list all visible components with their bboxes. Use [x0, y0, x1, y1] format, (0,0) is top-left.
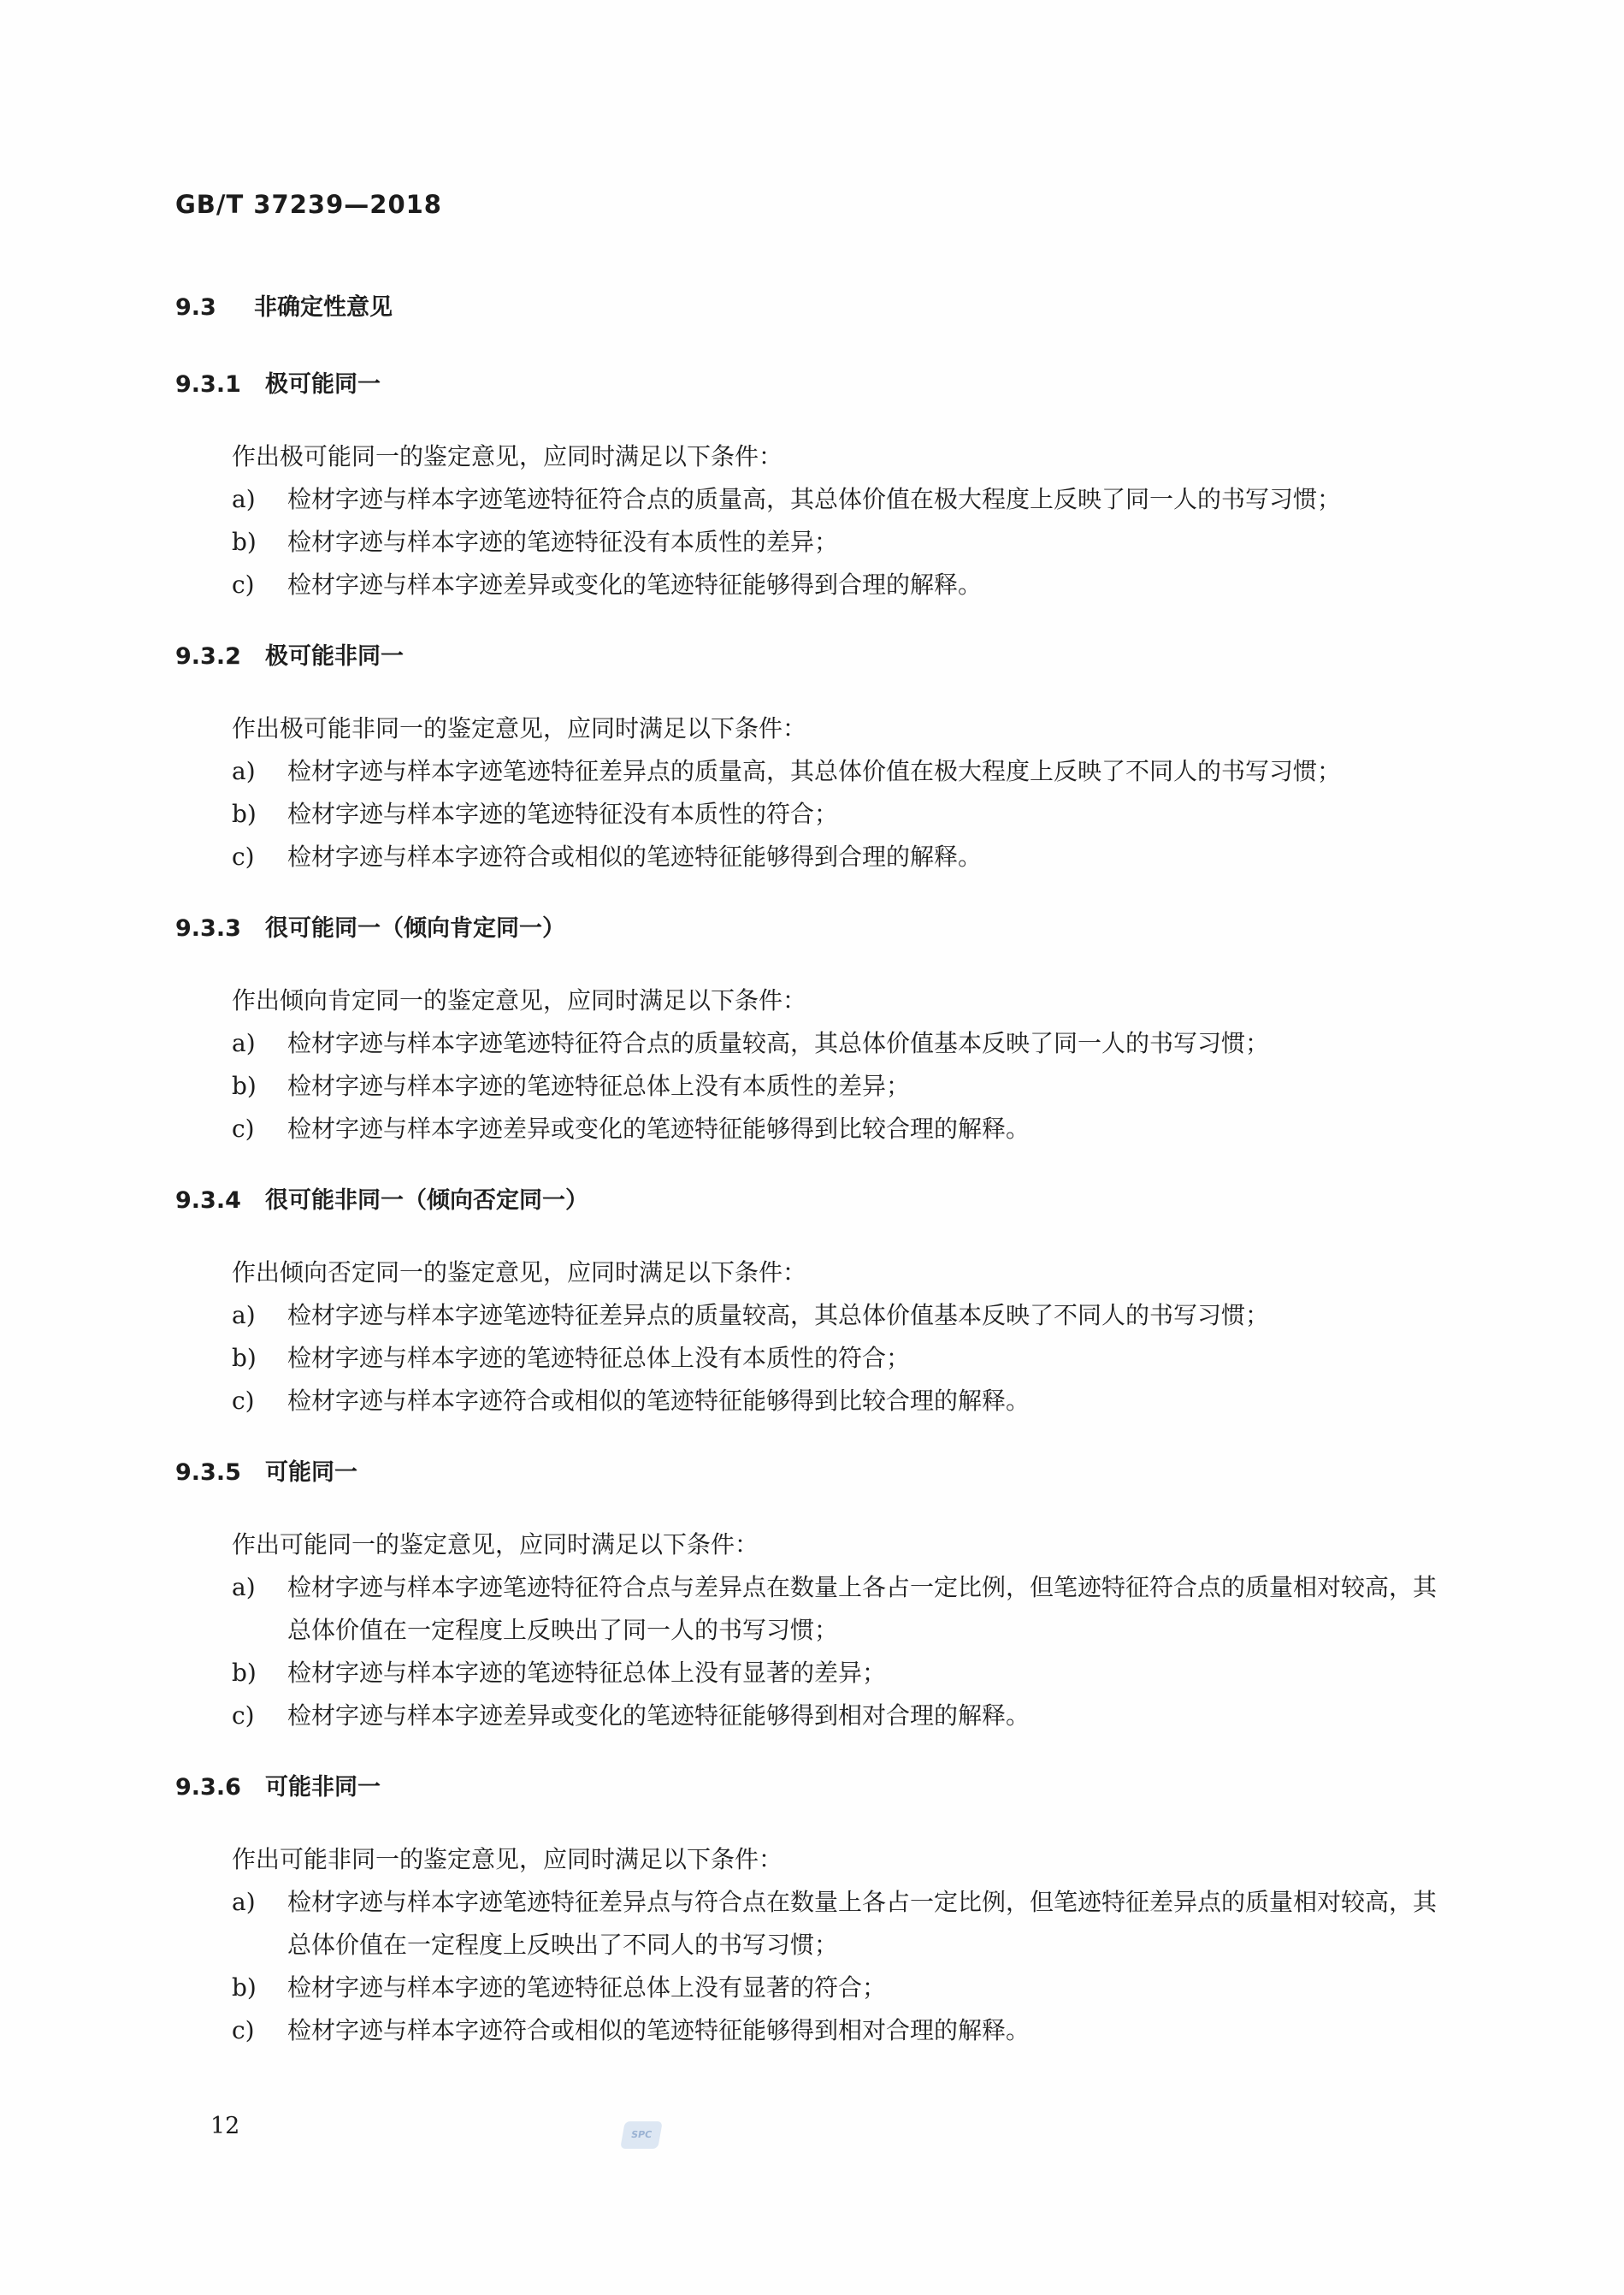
subsection — [175, 908, 1441, 1150]
item-text: 检材字迹与样本字迹符合或相似的笔迹特征能够得到比较合理的解释。 — [287, 1387, 1031, 1415]
condition-item — [175, 1695, 1441, 1737]
subsection-title: 极可能同一 — [265, 371, 381, 398]
subsection — [175, 1180, 1441, 1423]
section-title: 非确定性意见 — [254, 294, 393, 321]
condition-item — [175, 1337, 1441, 1380]
condition-list — [175, 750, 1441, 878]
condition-list — [175, 478, 1441, 606]
item-marker: b) — [232, 1659, 257, 1687]
subsection-heading — [175, 364, 1441, 406]
subsection-intro: 作出可能非同一的鉴定意见，应同时满足以下条件： — [232, 1845, 783, 1873]
subsection-number: 9.3.1 — [175, 371, 241, 398]
item-text: 检材字迹与样本字迹的笔迹特征总体上没有显著的差异； — [287, 1659, 887, 1687]
subsection-title: 很可能同一（倾向肯定同一） — [265, 915, 565, 942]
condition-item — [175, 750, 1441, 793]
item-text: 检材字迹与样本字迹的笔迹特征总体上没有本质性的符合； — [287, 1344, 911, 1372]
subsection-intro: 作出倾向否定同一的鉴定意见，应同时满足以下条件： — [232, 1258, 807, 1287]
standard-number-header: GB/T 37239—2018 — [175, 190, 442, 219]
condition-item — [175, 793, 1441, 836]
condition-item — [175, 2009, 1441, 2052]
subsection-intro: 作出极可能非同一的鉴定意见，应同时满足以下条件： — [232, 714, 807, 742]
section-number: 9.3 — [175, 294, 216, 321]
subsection-intro: 作出可能同一的鉴定意见，应同时满足以下条件： — [232, 1530, 759, 1559]
subsection-heading — [175, 1766, 1441, 1809]
subsection — [175, 1766, 1441, 2052]
subsection-intro: 作出倾向肯定同一的鉴定意见，应同时满足以下条件： — [232, 986, 807, 1014]
subsection-heading — [175, 636, 1441, 678]
condition-list — [175, 1881, 1441, 2052]
item-marker: a) — [232, 1888, 256, 1916]
subsection-heading — [175, 1452, 1441, 1494]
item-text: 检材字迹与样本字迹笔迹特征差异点的质量高，其总体价值在极大程度上反映了不同人的书写习惯； — [287, 757, 1342, 785]
condition-item — [175, 1566, 1441, 1652]
item-marker: b) — [232, 1344, 257, 1372]
item-marker: c) — [232, 571, 255, 599]
item-marker: c) — [232, 2016, 255, 2044]
item-text: 检材字迹与样本字迹笔迹特征差异点与符合点在数量上各占一定比例，但笔迹特征差异点的质量相对较高，其总体价值在一定程度上反映出了不同人的书写习惯； — [287, 1888, 1438, 1959]
item-marker: b) — [232, 1072, 257, 1100]
subsection-number: 9.3.4 — [175, 1187, 241, 1214]
subsection-title: 很可能非同一（倾向否定同一） — [265, 1187, 588, 1214]
item-text: 检材字迹与样本字迹符合或相似的笔迹特征能够得到相对合理的解释。 — [287, 2016, 1031, 2044]
item-marker: a) — [232, 485, 256, 513]
subsection-number: 9.3.5 — [175, 1459, 241, 1486]
condition-item — [175, 521, 1441, 564]
item-marker: c) — [232, 843, 255, 871]
section-body — [175, 287, 1441, 2081]
condition-item — [175, 564, 1441, 606]
condition-item — [175, 478, 1441, 521]
subsection-number: 9.3.6 — [175, 1774, 241, 1801]
item-marker: a) — [232, 1301, 256, 1329]
item-marker: c) — [232, 1115, 255, 1143]
subsection-number: 9.3.3 — [175, 915, 241, 942]
subsection-title: 可能非同一 — [265, 1774, 381, 1801]
condition-item — [175, 1380, 1441, 1423]
item-marker: a) — [232, 1573, 256, 1601]
item-marker: b) — [232, 800, 257, 828]
publisher-logo-watermark-icon: SPC — [620, 2121, 663, 2149]
subsection-title: 可能同一 — [265, 1459, 357, 1486]
page-number: 12 — [210, 2113, 240, 2139]
subsection-intro: 作出极可能同一的鉴定意见，应同时满足以下条件： — [232, 442, 783, 470]
condition-item — [175, 1294, 1441, 1337]
subsection — [175, 364, 1441, 606]
item-text: 检材字迹与样本字迹差异或变化的笔迹特征能够得到相对合理的解释。 — [287, 1701, 1031, 1730]
condition-list — [175, 1566, 1441, 1737]
item-text: 检材字迹与样本字迹笔迹特征符合点的质量高，其总体价值在极大程度上反映了同一人的书写习惯； — [287, 485, 1342, 513]
subsection-title: 极可能非同一 — [265, 643, 404, 670]
item-text: 检材字迹与样本字迹的笔迹特征总体上没有本质性的差异； — [287, 1072, 911, 1100]
item-text: 检材字迹与样本字迹的笔迹特征没有本质性的符合； — [287, 800, 839, 828]
item-text: 检材字迹与样本字迹差异或变化的笔迹特征能够得到比较合理的解释。 — [287, 1115, 1031, 1143]
condition-list — [175, 1022, 1441, 1150]
item-text: 检材字迹与样本字迹笔迹特征符合点的质量较高，其总体价值基本反映了同一人的书写习惯； — [287, 1029, 1270, 1057]
subsection — [175, 1452, 1441, 1737]
condition-item — [175, 1108, 1441, 1150]
condition-list — [175, 1294, 1441, 1423]
condition-item — [175, 1967, 1441, 2009]
section-heading — [175, 287, 1441, 329]
item-marker: c) — [232, 1387, 255, 1415]
item-text: 检材字迹与样本字迹差异或变化的笔迹特征能够得到合理的解释。 — [287, 571, 983, 599]
item-marker: c) — [232, 1701, 255, 1730]
item-text: 检材字迹与样本字迹笔迹特征符合点与差异点在数量上各占一定比例，但笔迹特征符合点的质量相对较高，其总体价值在一定程度上反映出了同一人的书写习惯； — [287, 1573, 1438, 1644]
item-text: 检材字迹与样本字迹符合或相似的笔迹特征能够得到合理的解释。 — [287, 843, 983, 871]
subsection — [175, 636, 1441, 878]
item-text: 检材字迹与样本字迹笔迹特征差异点的质量较高，其总体价值基本反映了不同人的书写习惯； — [287, 1301, 1270, 1329]
item-marker: a) — [232, 1029, 256, 1057]
condition-item — [175, 1022, 1441, 1065]
condition-item — [175, 836, 1441, 878]
subsection-heading — [175, 908, 1441, 950]
condition-item — [175, 1065, 1441, 1108]
subsection-heading — [175, 1180, 1441, 1222]
item-marker: b) — [232, 1973, 257, 2002]
condition-item — [175, 1881, 1441, 1967]
item-text: 检材字迹与样本字迹的笔迹特征没有本质性的差异； — [287, 528, 839, 556]
subsection-number: 9.3.2 — [175, 643, 241, 670]
item-text: 检材字迹与样本字迹的笔迹特征总体上没有显著的符合； — [287, 1973, 887, 2002]
condition-item — [175, 1652, 1441, 1695]
item-marker: b) — [232, 528, 257, 556]
item-marker: a) — [232, 757, 256, 785]
